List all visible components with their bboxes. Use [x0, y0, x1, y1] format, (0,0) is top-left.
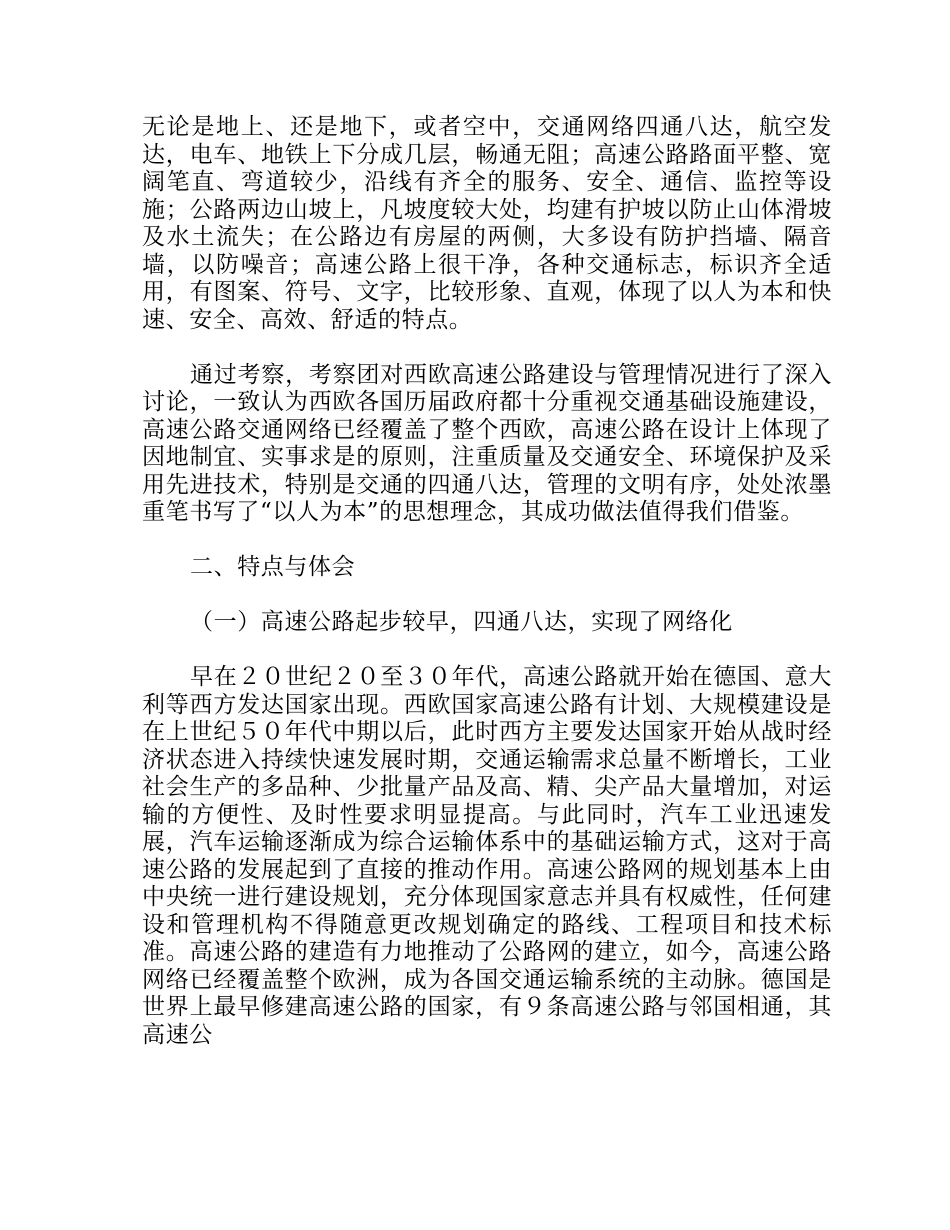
document-body — [142, 114, 832, 1077]
paragraph-inspection-conclusion: 通过考察，考察团对西欧高速公路建设与管理情况进行了深入讨论，一致认为西欧各国历届政府都十分重视交通基础设施建设，高速公路交通网络已经覆盖了整个西欧，高速公路在设计上体现了因地制宜、实事求是的原则，注重质量及交通安全、环境保护及采用先进技术，特别是交通的四通八达，管理的文明有序，处处浓墨重笔书写了“以人为本”的思想理念，其成功做法值得我们借鉴。 — [142, 361, 832, 525]
paragraph-transport-network: 无论是地上、还是地下，或者空中，交通网络四通八达，航空发达，电车、地铁上下分成几层，畅通无阻；高速公路路面平整、宽阔笔直、弯道较少，沿线有齐全的服务、安全、通信、监控等设施；公路两边山坡上，凡坡度较大处，均建有护坡以防止山体滑坡及水土流失；在公路边有房屋的两侧，大多设有防护挡墙、隔音墙，以防噪音；高速公路上很干净，各种交通标志，标识齐全适用，有图案、符号、文字，比较形象、直观，体现了以人为本和快速、安全、高效、舒适的特点。 — [142, 114, 832, 333]
section-heading: 二、特点与体会 — [190, 554, 356, 580]
subsection-heading: （一）高速公路起步较早，四通八达，实现了网络化 — [190, 609, 733, 635]
paragraph-highway-history: 早在２０世纪２０至３０年代，高速公路就开始在德国、意大利等西方发达国家出现。西欧国家高速公路有计划、大规模建设是在上世纪５０年代中期以后，此时西方主要发达国家开始从战时经济状态进入持续快速发展时期，交通运输需求总量不断增长，工业社会生产的多品种、少批量产品及高、精、尖产品大量增加，对运输的方便性、及时性要求明显提高。与此同时，汽车工业迅速发展，汽车运输逐渐成为综合运输体系中的基础运输方式，这对于高速公路的发展起到了直接的推动作用。高速公路网的规划基本上由中央统一进行建设规划，充分体现国家意志并具有权威性，任何建设和管理机构不得随意更改规划确定的路线、工程项目和技术标准。高速公路的建造有力地推动了公路网的建立，如今，高速公路网络已经覆盖整个欧洲，成为各国交通运输系统的主动脉。德国是世界上最早修建高速公路的国家，有９条高速公路与邻国相通，其高速公 — [142, 664, 832, 1048]
